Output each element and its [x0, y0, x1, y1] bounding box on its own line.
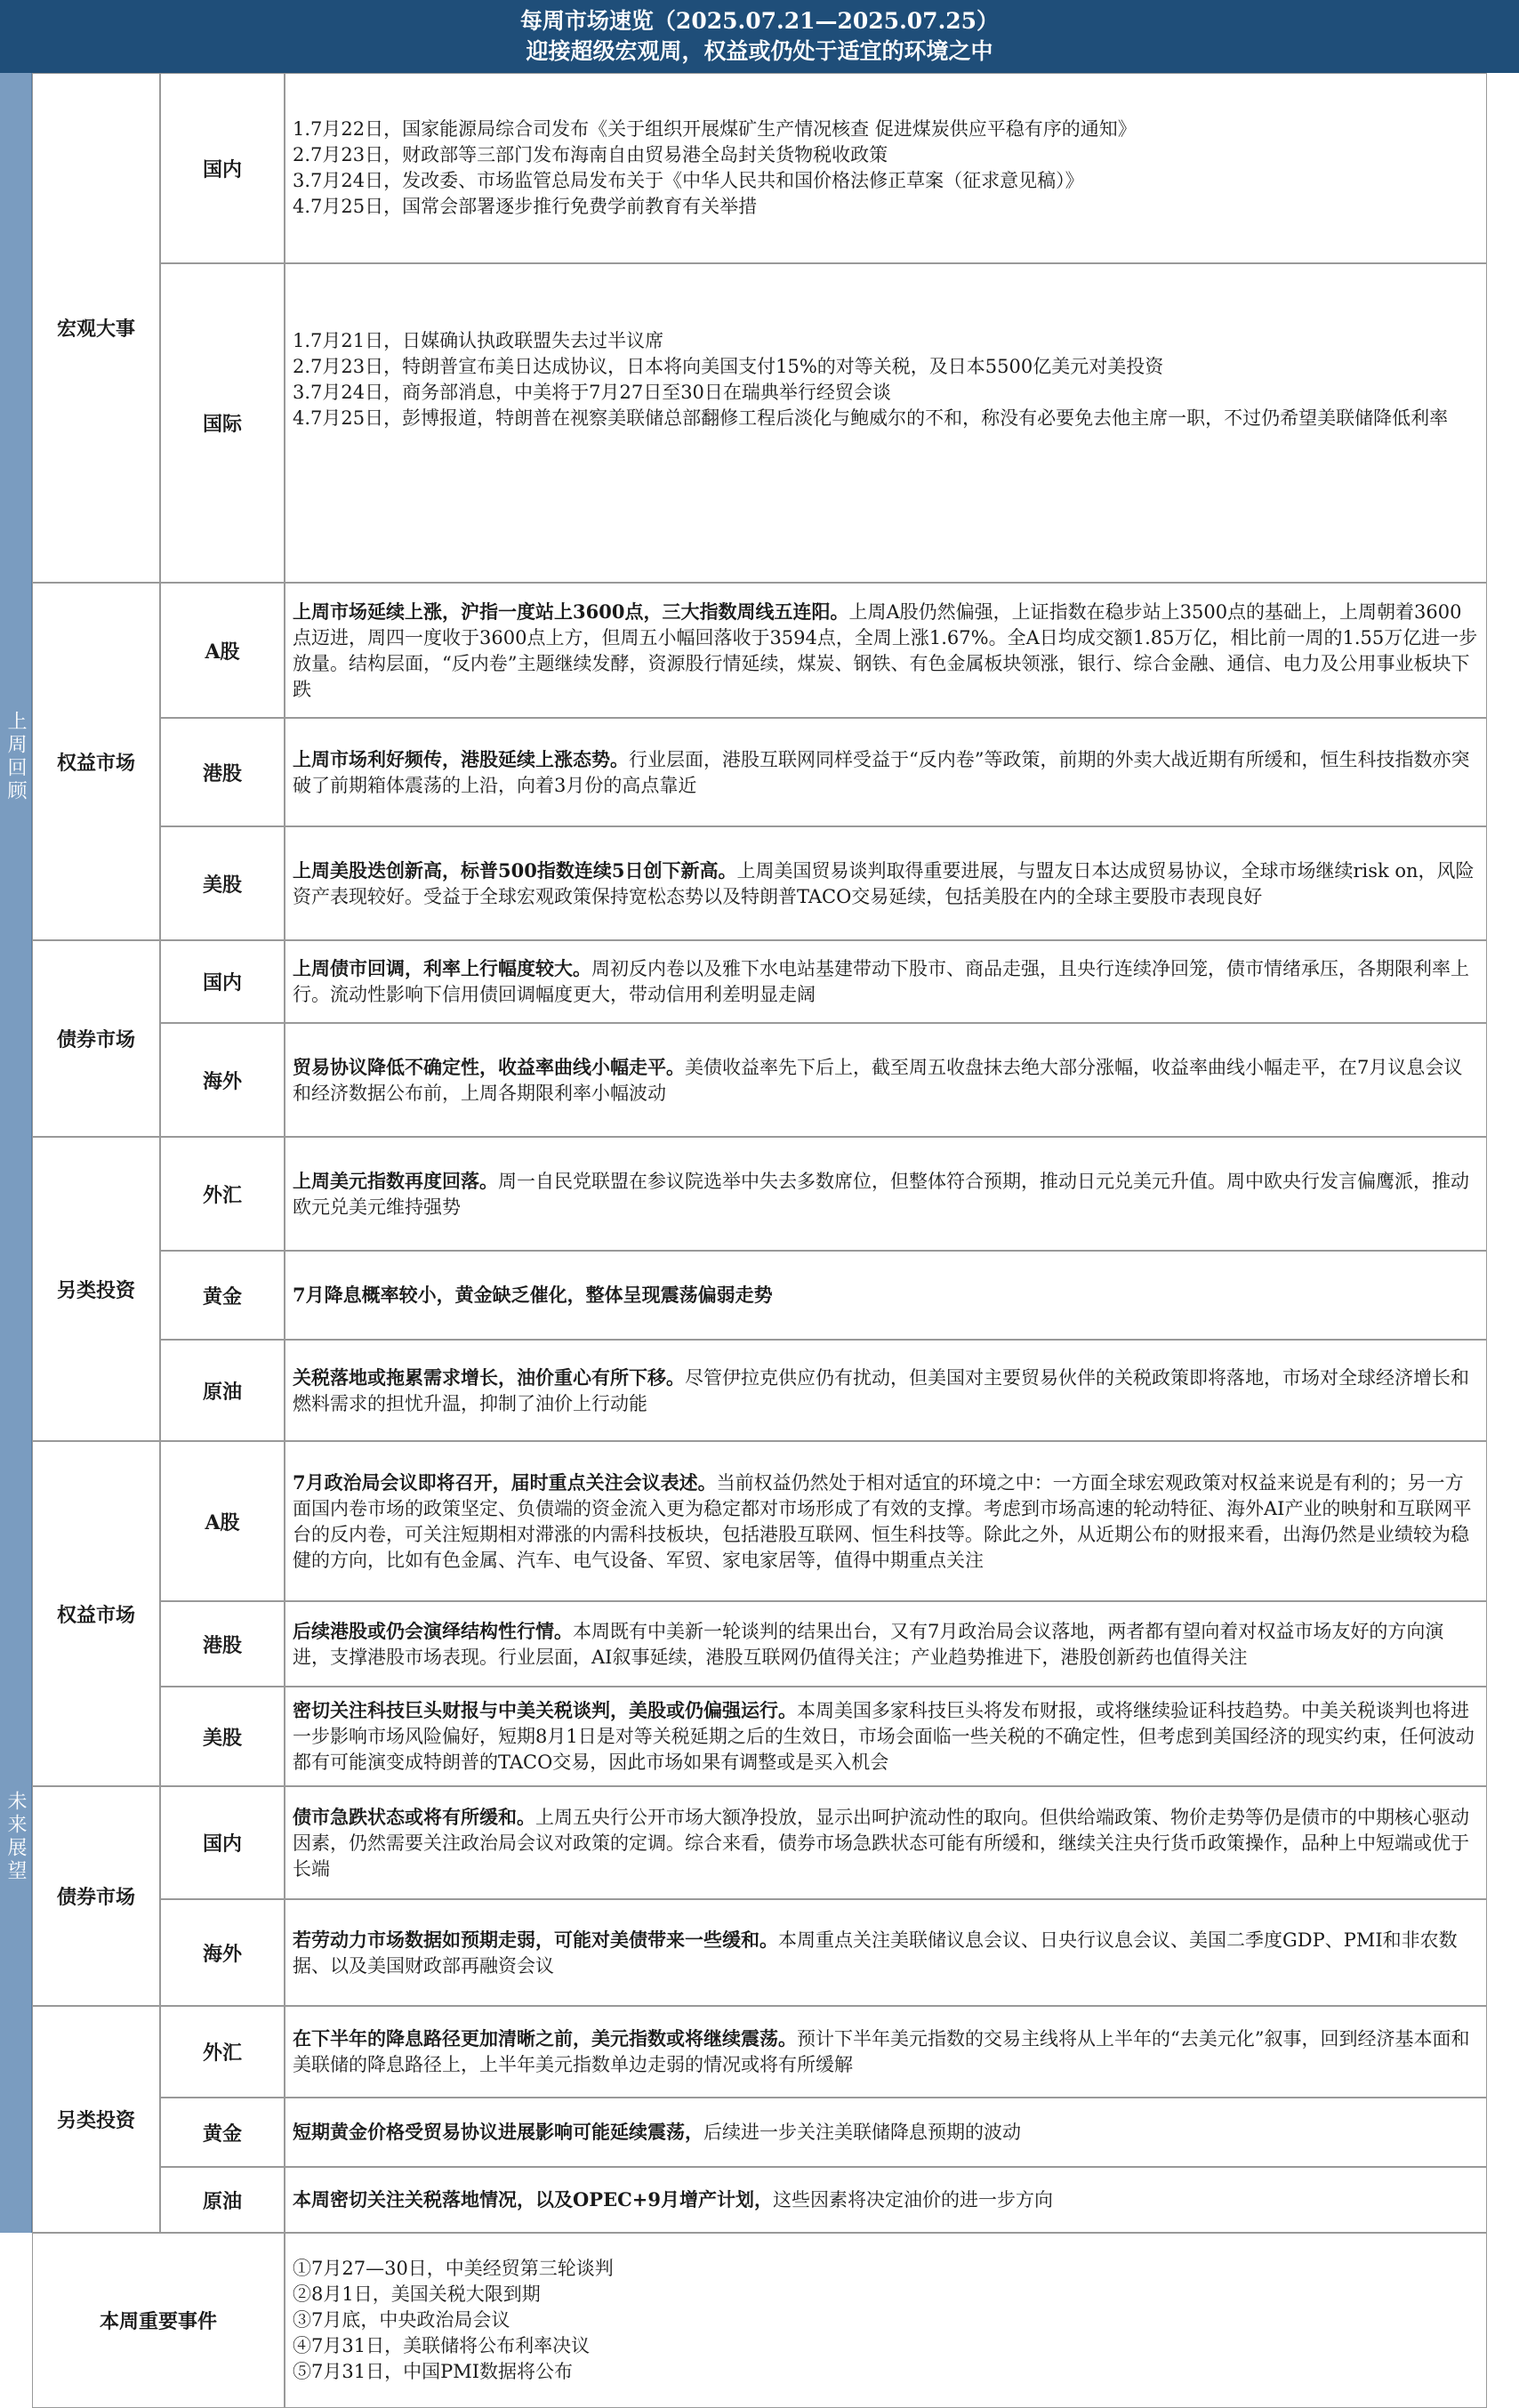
outlook-gold-headline: 短期黄金价格受贸易协议进展影响可能延续震荡， [293, 2121, 703, 2143]
review-bond-ov-label: 海外 [160, 1023, 285, 1137]
macro-intl-row [160, 263, 1487, 583]
review-bond-dom-content [285, 940, 1487, 1023]
review-hk-text: 行业层面，港股互联网同样受益于“反内卷”等政策，前期的外卖大战近期有所缓和，恒生科技指数亦突破了前期箱体震荡的上沿，向着3月份的高点靠近 [293, 748, 1470, 796]
review-bond-dom-headline: 上周债市回调，利率上行幅度较大。 [293, 957, 591, 979]
review-oil-row [160, 1340, 1487, 1441]
outlook-alt-category: 另类投资 [32, 2006, 160, 2233]
macro-intl-item: 4.7月25日，彭博报道，特朗普在视察美联储总部翻修工程后淡化与鲍威尔的不和，称没有必要免去他主席一职，不过仍希望美联储降低利率 [293, 407, 1449, 429]
outlook-oil-text: 这些因素将决定油价的进一步方向 [773, 2189, 1054, 2211]
macro-domestic-item: 1.7月22日，国家能源局综合司发布《关于组织开展煤矿生产情况核查 促进煤炭供应平稳有序的通知》 [293, 118, 1137, 140]
review-a-content [285, 583, 1487, 718]
outlook-bond-category: 债券市场 [32, 1786, 160, 2006]
review-bond-ov-content [285, 1023, 1487, 1137]
review-a-text: 上周A股仍然偏强，上证指数在稳步站上3500点的基础上，上周朝着3600点迈进，周四一度收于3600点上方，但周五小幅回落收于3594点，全周上涨1.67%。全A日均成交额1.85万亿，相比前一周的1.55万亿进一步放量。结构层面，“反内卷”主题继续发酵，资源股行情延续，煤炭、钢铁、有色金属板块领涨，银行、综合金融、通信、电力及公用事业板块下跌 [293, 600, 1478, 700]
outlook-us-text: 本周美国多家科技巨头将发布财报，或将继续验证科技趋势。中美关税谈判也将进一步影响市场风险偏好，短期8月1日是对等关税延期之后的生效日，市场会面临一些关税的不确定性，但考虑到美国经济的现实约束，任何波动都有可能演变成特朗普的TACO交易，因此市场如果有调整或是买入机会 [293, 1700, 1475, 1773]
outlook-bond-ov-headline: 若劳动力市场数据如预期走弱，可能对美债带来一些缓和。 [293, 1928, 778, 1951]
outlook-a-text: 当前权益仍然处于相对适宜的环境之中：一方面全球宏观政策对权益来说是有利的；另一方面国内卷市场的政策坚定、负债端的资金流入更为稳定都对市场形成了有效的支撑。考虑到市场高速的轮动特征、海外AI产业的映射和互联网平台的反内卷，可关注短期相对滞涨的内需科技板块，包括港股互联网、恒生科技等。除此之外，从近期公布的财报来看，出海仍然是业绩较为稳健的方向，比如有色金属、汽车、电气设备、军贸、家电家居等，值得中期重点关注 [293, 1471, 1472, 1571]
outlook-bond-ov-label: 海外 [160, 1899, 285, 2006]
review-gold-label: 黄金 [160, 1251, 285, 1340]
review-alt-category: 另类投资 [32, 1137, 160, 1441]
review-oil-headline: 关税落地或拖累需求增长，油价重心有所下移。 [293, 1365, 685, 1389]
macro-intl-label: 国际 [160, 263, 285, 583]
event-item: ⑤7月31日，中国PMI数据将公布 [293, 2361, 574, 2382]
outlook-bond-ov-row [160, 1899, 1487, 2006]
outlook-gold-label: 黄金 [160, 2098, 285, 2167]
events-list [285, 2233, 1487, 2408]
outlook-bond-dom-content [285, 1786, 1487, 1899]
macro-intl-item: 2.7月23日，特朗普宣布美日达成协议，日本将向美国支付15%的对等关税，及日本5500亿美元对美投资 [293, 356, 1164, 377]
outlook-bond-ov-content [285, 1899, 1487, 2006]
macro-domestic-item: 3.7月24日，发改委、市场监管总局发布关于《中华人民共和国价格法修正草案（征求意见稿）》 [293, 170, 1084, 191]
review-fx-content [285, 1137, 1487, 1251]
review-hk-content [285, 718, 1487, 826]
macro-domestic-item: 4.7月25日，国常会部署逐步推行免费学前教育有关举措 [293, 196, 758, 217]
macro-domestic-row [160, 73, 1487, 263]
review-bond-category: 债券市场 [32, 940, 160, 1137]
event-item: ①7月27—30日，中美经贸第三轮谈判 [293, 2258, 614, 2279]
outlook-bond-dom-text: 上周五央行公开市场大额净投放，显示出呵护流动性的取向。但供给端政策、物价走势等仍是债市的中期核心驱动因素，仍然需要关注政治局会议对政策的定调。综合来看，债券市场急跌状态可能有所缓和，继续关注央行货币政策操作，品种上中短端或优于长端 [293, 1806, 1469, 1880]
event-item: ④7月31日，美联储将公布利率决议 [293, 2335, 591, 2356]
macro-intl-item: 3.7月24日，商务部消息，中美将于7月27日至30日在瑞典举行经贸会谈 [293, 382, 891, 403]
review-a-headline: 上周市场延续上涨，沪指一度站上3600点，三大指数周线五连阳。 [293, 600, 849, 623]
review-bond-ov-text: 美债收益率先下后上，截至周五收盘抹去绝大部分涨幅，收益率曲线小幅走平，在7月议息会议和经济数据公布前，上周各期限利率小幅波动 [293, 1056, 1463, 1104]
macro-category: 宏观大事 [32, 73, 160, 583]
outlook-hk-headline: 后续港股或仍会演绎结构性行情。 [293, 1619, 573, 1642]
review-oil-label: 原油 [160, 1340, 285, 1441]
review-gold-headline: 7月降息概率较小，黄金缺乏催化，整体呈现震荡偏弱走势 [293, 1284, 773, 1306]
outlook-fx-label: 外汇 [160, 2006, 285, 2098]
review-fx-text: 周一自民党联盟在参议院选举中失去多数席位，但整体符合预期，推动日元兑美元升值。周中欧央行发言偏鹰派，推动欧元兑美元维持强势 [293, 1170, 1469, 1218]
outlook-bond-dom-headline: 债市急跌状态或将有所缓和。 [293, 1805, 535, 1828]
review-us-headline: 上周美股迭创新高，标普500指数连续5日创下新高。 [293, 858, 737, 882]
macro-domestic-item: 2.7月23日，财政部等三部门发布海南自由贸易港全岛封关货物税收政策 [293, 144, 888, 165]
outlook-us-headline: 密切关注科技巨头财报与中美关税谈判，美股或仍偏强运行。 [293, 1699, 797, 1721]
review-bond-dom-label: 国内 [160, 940, 285, 1023]
outlook-gold-content [285, 2098, 1487, 2167]
events-section [0, 2233, 1519, 2408]
review-oil-text: 尽管伊拉克供应仍有扰动，但美国对主要贸易伙伴的关税政策即将落地，市场对全球经济增长和燃料需求的担忧升温，抑制了油价上行动能 [293, 1366, 1469, 1414]
outlook-us-label: 美股 [160, 1687, 285, 1786]
review-bond-dom-row [160, 940, 1487, 1023]
outlook-bond-dom-label: 国内 [160, 1786, 285, 1899]
review-bond-ov-headline: 贸易协议降低不确定性，收益率曲线小幅走平。 [293, 1055, 685, 1078]
outlook-fx-text: 预计下半年美元指数的交易主线将从上半年的“去美元化”叙事，回到经济基本面和美联储的降息路径上，上半年美元指数单边走弱的情况或将有所缓解 [293, 2028, 1470, 2075]
review-oil-content [285, 1340, 1487, 1441]
review-section [0, 73, 1519, 1441]
review-gold-content [285, 1251, 1487, 1340]
review-section-label: 上周回顾 [0, 73, 32, 1441]
macro-intl-content [285, 263, 1487, 583]
outlook-fx-headline: 在下半年的降息路径更加清晰之前，美元指数或将继续震荡。 [293, 2027, 797, 2050]
review-us-text: 上周美国贸易谈判取得重要进展，与盟友日本达成贸易协议，全球市场继续risk on，风险资产表现较好。受益于全球宏观政策保持宽松态势以及特朗普TACO交易延续，包括美股在内的全球主要股市表现良好 [293, 859, 1475, 907]
events-label: 本周重要事件 [32, 2233, 285, 2408]
outlook-a-headline: 7月政治局会议即将召开，届时重点关注会议表述。 [293, 1470, 717, 1494]
outlook-hk-content [285, 1601, 1487, 1687]
outlook-section-label: 未来展望 [0, 1441, 32, 2233]
review-bond-dom-text: 周初反内卷以及雅下水电站基建带动下股市、商品走强，且央行连续净回笼，债市情绪承压，各期限利率上行。流动性影响下信用债回调幅度更大，带动信用利差明显走阔 [293, 958, 1469, 1005]
review-fx-row [160, 1137, 1487, 1251]
outlook-us-content [285, 1687, 1487, 1786]
macro-intl-item: 1.7月21日，日媒确认执政联盟失去过半议席 [293, 330, 664, 351]
outlook-us-row [160, 1687, 1487, 1786]
outlook-a-content [285, 1441, 1487, 1601]
review-hk-headline: 上周市场利好频传，港股延续上涨态势。 [293, 747, 629, 770]
review-a-row [160, 583, 1487, 718]
review-hk-row [160, 718, 1487, 826]
review-us-row [160, 826, 1487, 940]
outlook-gold-text: 后续进一步关注美联储降息预期的波动 [703, 2122, 1021, 2143]
macro-domestic-content [285, 73, 1487, 263]
outlook-equity-category: 权益市场 [32, 1441, 160, 1786]
outlook-fx-row [160, 2006, 1487, 2098]
outlook-oil-content [285, 2167, 1487, 2233]
outlook-bond-dom-row [160, 1786, 1487, 1899]
outlook-oil-label: 原油 [160, 2167, 285, 2233]
review-us-label: 美股 [160, 826, 285, 940]
review-us-content [285, 826, 1487, 940]
outlook-oil-headline: 本周密切关注关税落地情况，以及OPEC+9月增产计划， [293, 2188, 774, 2211]
outlook-bond-ov-text: 本周重点关注美联储议息会议、日央行议息会议、美国二季度GDP、PMI和非农数据、以及美国财政部再融资会议 [293, 1929, 1458, 1977]
event-item: ③7月底，中央政治局会议 [293, 2309, 510, 2331]
review-fx-label: 外汇 [160, 1137, 285, 1251]
report-header [0, 0, 1519, 73]
outlook-oil-row [160, 2167, 1487, 2233]
report-subtitle: 迎接超级宏观周，权益或仍处于适宜的环境之中 [526, 38, 993, 64]
outlook-section [0, 1441, 1519, 2233]
outlook-hk-text: 本周既有中美新一轮谈判的结果出台，又有7月政治局会议落地，两者都有望向着对权益市场友好的方向演进，支撑港股市场表现。行业层面，AI叙事延续，港股互联网仍值得关注；产业趋势推进下，港股创新药也值得关注 [293, 1620, 1444, 1668]
review-bond-ov-row [160, 1023, 1487, 1137]
review-a-label: A股 [160, 583, 285, 718]
outlook-hk-label: 港股 [160, 1601, 285, 1687]
review-equity-category: 权益市场 [32, 583, 160, 940]
outlook-hk-row [160, 1601, 1487, 1687]
outlook-fx-content [285, 2006, 1487, 2098]
outlook-a-label: A股 [160, 1441, 285, 1601]
macro-domestic-label: 国内 [160, 73, 285, 263]
report-title: 每周市场速览（2025.07.21—2025.07.25） [519, 8, 1000, 34]
review-gold-row [160, 1251, 1487, 1340]
review-fx-headline: 上周美元指数再度回落。 [293, 1169, 498, 1192]
outlook-a-row [160, 1441, 1487, 1601]
outlook-gold-row [160, 2098, 1487, 2167]
review-hk-label: 港股 [160, 718, 285, 826]
event-item: ②8月1日，美国关税大限到期 [293, 2283, 541, 2305]
